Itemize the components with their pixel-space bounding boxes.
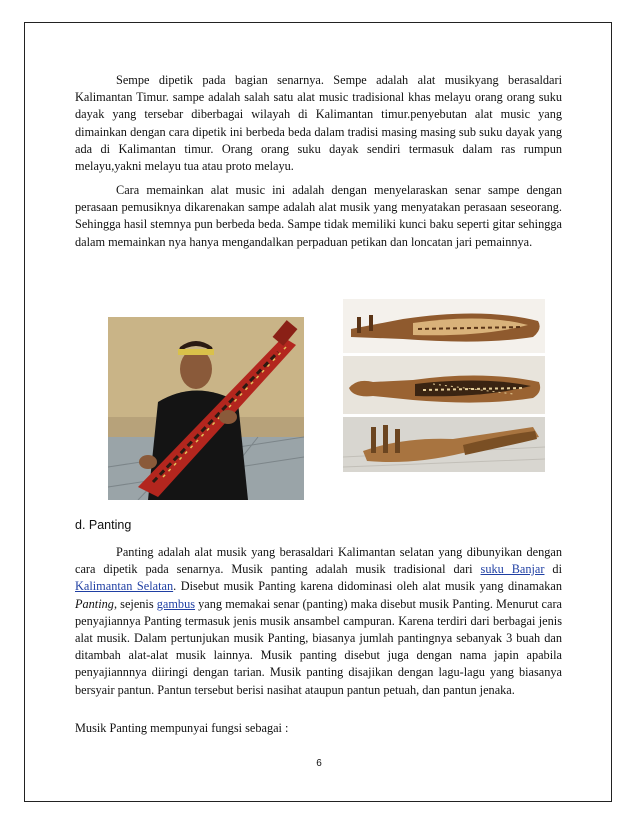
sampe-instrument-photo-middle [343,356,545,414]
panting-italic-term: Panting [75,596,114,611]
paragraph-sempe-intro: Sempe dipetik pada bagian senarnya. Sempe adalah alat musikyang berasaldari Kalimantan Timur. sampe adalah salah satu alat music tradisional khas melayu orang orang suku dayak yang tersebar diberbagai wilayah di Kalimantan timur.penyebutan alat music yang dimainkan dengan cara dipetik ini berbeda beda dalam tradisi masing masing sub suku dayak yang ada di Kalimantan timur. Orang orang suku dayak sendiri termasuk dalam ras rumpun melayu,yakni melayu tua atau proto melayu. [75,73,562,174]
panting-text-5: yang memakai senar (panting) maka disebut musik Panting. Menurut cara penyajiannya Panting termasuk jenis musik ansambel campuran. Karena terdiri dari berbagai jenis alat musik. Dalam pertunjukan musik Panting, biasanya jumlah pantingnya sebanyak 3 buah dan ditambah alat-alat musik lainnya. Musik panting disebut juga dengan nama japin apabila penyajiannnya diiringi dengan tarian. Musik panting disajikan dengan lagu-lagu yang biasanya bersyair pantun. Pantun tersebut berisi nasihat ataupun pantun petuah, dan pantun jenaka. [75,596,562,697]
section-heading-panting: d. Panting [75,518,132,532]
link-gambus[interactable]: gambus [156,596,196,611]
sampe-player-photo [108,317,304,500]
panting-text-1: Panting adalah alat musik yang berasaldari Kalimantan selatan yang dibunyikan dengan cara dipetik pada senarnya. Musik panting adalah musik tradisional dari [75,545,562,577]
panting-text-4: , sejenis [113,596,157,611]
paragraph-panting-functions: Musik Panting mempunyai fungsi sebagai : [75,721,289,735]
sampe-instrument-photo-top [343,299,545,353]
panting-text-3: . Disebut musik Panting karena didominasi oleh alat musik yang dinamakan [173,579,562,594]
link-suku-banjar[interactable]: suku Banjar [480,562,545,577]
sampe-instrument-photo-bottom [343,417,545,472]
paragraph-panting [75,544,562,699]
page-number: 6 [316,758,322,769]
panting-text-2: di [544,562,562,577]
link-kalimantan-selatan[interactable]: Kalimantan Selatan [75,579,174,594]
paragraph-sempe-play: Cara memainkan alat music ini adalah dengan menyelaraskan senar sampe dengan perasaan pemusiknya dikarenakan sampe adalah alat musik yang menyatakan perasaan seseorang. Sehingga hasil stemnya pun berbeda beda. Sampe tidak memiliki kunci baku seperti gitar sehingga dalam memainkan nya hanya mengandalkan perpaduan petikan dan loncatan jari pemainnya. [75,183,562,249]
